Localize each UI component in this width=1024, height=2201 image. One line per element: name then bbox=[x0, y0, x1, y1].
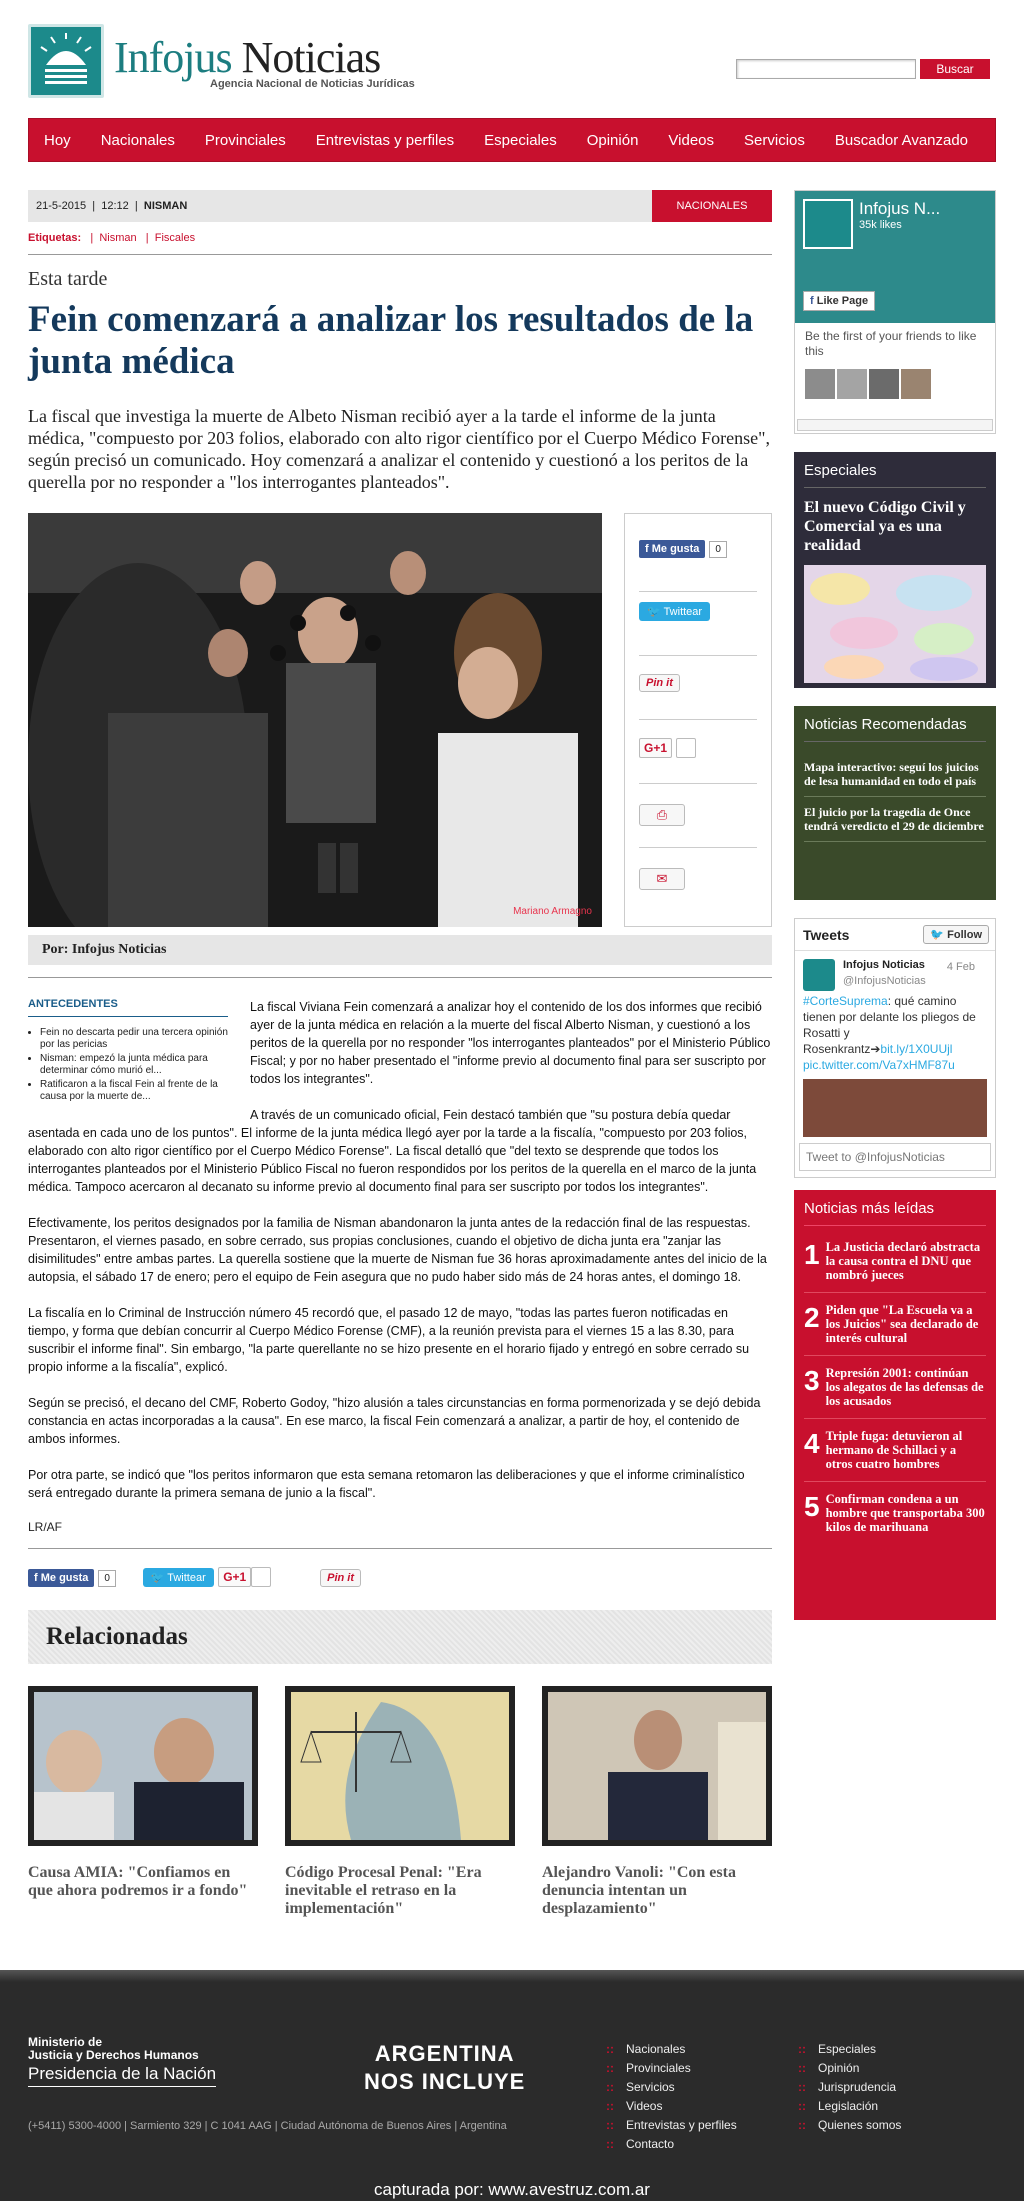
body-paragraph: Según se precisó, el decano del CMF, Roberto Godoy, "hizo alusión a tales circunstancias en forma pormenorizada y se dejó debida constancia en actas incorporadas a la causa". En ese marco, la fiscal Fein comenzará a analizar, a partir de hoy, el contenido de ambos informes. bbox=[28, 1396, 761, 1446]
rank-number: 5 bbox=[804, 1491, 820, 1522]
antecedentes-box bbox=[28, 998, 228, 1105]
google-plus-count bbox=[251, 1567, 271, 1587]
tweet-image[interactable] bbox=[803, 1079, 987, 1137]
tweet-handle[interactable]: @InfojusNoticias bbox=[843, 975, 926, 987]
mas-leida-title[interactable]: Confirman condena a un hombre que transportaba 300 kilos de marihuana bbox=[825, 1492, 985, 1534]
mas-leida-item[interactable] bbox=[804, 1230, 986, 1293]
recomendadas-heading: Noticias Recomendadas bbox=[804, 716, 986, 742]
ministerio-line2: Justicia y Derechos Humanos bbox=[28, 2048, 199, 2062]
rank-number: 3 bbox=[804, 1365, 820, 1396]
follow-label: Follow bbox=[947, 929, 982, 941]
footer-link[interactable]: :: Legislación bbox=[798, 2099, 901, 2113]
especiales-image[interactable] bbox=[804, 565, 986, 683]
tweet-body: : qué camino tienen por delante los pliegos de Rosatti y Rosenkrantz➔ bbox=[803, 994, 976, 1056]
related-title[interactable]: Causa AMIA: "Confiamos en que ahora podremos ir a fondo" bbox=[28, 1864, 248, 1899]
bottom-share-bar bbox=[28, 1548, 772, 1588]
print-icon[interactable]: ⎙ bbox=[639, 804, 685, 826]
related-image[interactable] bbox=[28, 1686, 258, 1846]
presidencia-logo[interactable]: Presidencia de la Nación bbox=[28, 2064, 216, 2087]
especiales-heading: Especiales bbox=[804, 462, 986, 488]
footer-link[interactable]: :: Entrevistas y perfiles bbox=[606, 2118, 737, 2132]
related-item[interactable] bbox=[28, 1686, 258, 1918]
especiales-link[interactable]: El nuevo Código Civil y Comercial ya es una realidad bbox=[804, 499, 966, 554]
antecedente-link[interactable]: • Fein no descarta pedir una tercera opinión por las pericias bbox=[40, 1027, 228, 1051]
mas-leida-title[interactable]: Represión 2001: continúan los alegatos de las defensas de los acusados bbox=[825, 1366, 984, 1408]
facebook-faces bbox=[795, 369, 995, 399]
twitter-share-button[interactable] bbox=[639, 602, 710, 621]
antecedente-link[interactable]: • Nisman: empezó la junta médica para determinar cómo murió el... bbox=[40, 1053, 228, 1077]
recomendada-link[interactable]: El juicio por la tragedia de Once tendrá veredicto el 29 de diciembre bbox=[804, 797, 986, 842]
footer-link[interactable]: :: Nacionales bbox=[606, 2042, 737, 2056]
related-image[interactable] bbox=[285, 1686, 515, 1846]
tw-share-label: Twittear bbox=[663, 606, 703, 618]
nav-item-nacionales[interactable]: Nacionales bbox=[100, 131, 175, 149]
share-panel bbox=[624, 513, 772, 927]
footer-link[interactable]: :: Opinión bbox=[798, 2061, 901, 2075]
facebook-page-likes: 35k likes bbox=[859, 219, 902, 231]
argentina-line1: ARGENTINA bbox=[374, 2041, 515, 2066]
article-title: Fein comenzará a analizar los resultados de la junta médica bbox=[28, 299, 754, 382]
related-item[interactable] bbox=[285, 1686, 515, 1918]
avatar[interactable] bbox=[805, 369, 835, 399]
mas-leida-item[interactable] bbox=[804, 1419, 986, 1482]
recomendada-link[interactable]: Mapa interactivo: seguí los juicios de lesa humanidad en todo el país bbox=[804, 752, 986, 797]
rank-number: 1 bbox=[804, 1239, 820, 1270]
tweet-user[interactable]: Infojus Noticias bbox=[843, 959, 925, 971]
tags-row: Etiquetas: | Nisman | Fiscales bbox=[28, 232, 772, 255]
body-paragraph: La fiscalía en lo Criminal de Instrucción número 45 recordó que, el pasado 12 de mayo, "todas las partes fueron notificadas en tiempo, y forma que debían concurrir al Cuerpo Médico Forense (CMF), a la reunión prevista para el viernes 15 a las 8.30, para suscribir el informe final". Sin embargo, "la parte querellante no se hizo presente en el horario fijado y entregó en sobre cerrado su propio informe a la fiscalía", explicó. bbox=[28, 1306, 750, 1374]
rank-number: 4 bbox=[804, 1428, 820, 1459]
nav-item-entrevistas[interactable]: Entrevistas y perfiles bbox=[315, 131, 455, 149]
facebook-page-avatar[interactable] bbox=[803, 199, 853, 249]
article-author: Por: Infojus Noticias bbox=[28, 935, 772, 965]
article-photo bbox=[28, 513, 602, 927]
footer-link[interactable]: :: Especiales bbox=[798, 2042, 901, 2056]
capture-watermark: capturada por: www.avestruz.com.ar bbox=[374, 2180, 650, 2199]
recomendadas-box bbox=[794, 706, 996, 900]
related-title[interactable]: Código Procesal Penal: "Era inevitable el retraso en la implementación" bbox=[285, 1864, 482, 1917]
article-kicker: Esta tarde bbox=[28, 268, 108, 290]
site-header bbox=[28, 24, 996, 104]
rank-number: 2 bbox=[804, 1302, 820, 1333]
ministerio-line1: Ministerio de bbox=[28, 2035, 103, 2049]
facebook-icon: f bbox=[34, 1572, 38, 1584]
antecedente-link[interactable]: • Ratificaron a la fiscal Fein al frente de la causa por la muerte de... bbox=[40, 1079, 228, 1103]
facebook-like-button[interactable] bbox=[639, 540, 705, 558]
ministerio-logo[interactable] bbox=[28, 2036, 199, 2062]
nav-item-especiales[interactable]: Especiales bbox=[484, 131, 557, 149]
search-button[interactable]: Buscar bbox=[920, 59, 990, 79]
nav-item-opinion[interactable]: Opinión bbox=[586, 131, 639, 149]
tweet bbox=[795, 951, 995, 1137]
tweet-link[interactable]: pic.twitter.com/Va7xHMF87u bbox=[803, 1058, 955, 1072]
google-plus-button[interactable]: G+1 bbox=[639, 738, 672, 758]
mas-leida-item[interactable] bbox=[804, 1482, 986, 1544]
twitter-widget bbox=[794, 918, 996, 1178]
footer-link[interactable]: :: Jurisprudencia bbox=[798, 2080, 901, 2094]
google-plus-button[interactable]: G+1 bbox=[218, 1567, 251, 1587]
related-heading: Relacionadas bbox=[28, 1610, 772, 1664]
tw-share-label: Twittear bbox=[167, 1572, 206, 1584]
related-grid bbox=[28, 1686, 772, 1918]
antecedentes-title: ANTECEDENTES bbox=[28, 998, 228, 1017]
footer-link[interactable]: :: Servicios bbox=[606, 2080, 737, 2094]
twitter-icon: 🐦 bbox=[647, 606, 661, 618]
tweet-hashtag[interactable]: #CorteSuprema bbox=[803, 994, 888, 1008]
tag-link[interactable]: Nisman bbox=[99, 232, 137, 244]
argentina-line2: NOS INCLUYE bbox=[364, 2069, 526, 2094]
article-column bbox=[28, 190, 772, 1918]
footer-links-col1 bbox=[606, 2042, 737, 2156]
footer-address: (+5411) 5300-4000 | Sarmiento 329 | C 1041 AAG | Ciudad Autónoma de Buenos Aires | Argentina bbox=[28, 2120, 507, 2132]
facebook-icon: f bbox=[645, 543, 649, 555]
twitter-follow-button[interactable] bbox=[923, 925, 989, 944]
facebook-widget bbox=[794, 190, 996, 434]
avatar[interactable] bbox=[901, 369, 931, 399]
twitter-share-button[interactable] bbox=[143, 1568, 214, 1587]
article-topic[interactable]: NISMAN bbox=[143, 200, 188, 212]
mas-leida-item[interactable] bbox=[804, 1356, 986, 1419]
section-badge[interactable]: NACIONALES bbox=[652, 190, 772, 222]
tweet-to-input[interactable]: Tweet to @InfojusNoticias bbox=[799, 1143, 991, 1171]
facebook-icon: f bbox=[810, 295, 814, 307]
pinterest-button[interactable]: Pin it bbox=[320, 1569, 361, 1587]
footer-link[interactable]: :: Provinciales bbox=[606, 2061, 737, 2075]
body-paragraph: La fiscal Viviana Fein comenzará a analizar hoy el contenido de los dos informes que recibió ayer de la junta médica en relación a la muerte del fiscal Alberto Nisman, y cuestionó a los peritos de la querella por no responder "los interrogantes planteados" por el Ministerio Público Fiscal; y por no haber presentado el "informe previo al documento final para ser suscripto por todos los integrantes". bbox=[250, 1000, 771, 1086]
tweet-text bbox=[803, 993, 987, 1073]
footer-link[interactable]: :: Videos bbox=[606, 2099, 737, 2113]
search-input[interactable] bbox=[736, 59, 916, 79]
google-plus-count bbox=[676, 738, 696, 758]
body-paragraph: Efectivamente, los peritos designados por la familia de Nisman abandonaron la junta antes de la redacción final de las respuestas. Presentaron, el viernes pasado, en sobre cerrado, sus propias conclusiones, cuando el objetivo de dicha junta era "zanjar las disimilitudes" entre ambas partes. La querella sostiene que la muerte de Nisman fue 36 horas aproximadamente antes del inicio de la autopsia, el sábado 17 de enero; pero el equipo de Fein asegura que no pudo haber sido más de 24 horas antes, el domingo 18. bbox=[28, 1216, 767, 1284]
tweets-header bbox=[795, 919, 995, 951]
twitter-icon: 🐦 bbox=[930, 929, 945, 941]
body-paragraph: A través de un comunicado oficial, Fein destacó también que "su postura debía quedar asentada en cada uno de los puntos". El informe de la junta médica llegó ayer por la tarde a la fiscalía, "compuesto por 203 folios, elaborado con alto rigor científico por el Cuerpo Médico Forense". La fiscal detalló que "del texto se desprende que todos los interrogantes planteados por el Ministerio Público Fiscal no fueron respondidos por los peritos de la querella en el marco de la junta médica. Tampoco acercaron al decanato su informe previo al documento final para ser suscripto por todos los integrantes". bbox=[28, 1108, 757, 1194]
tweet-date[interactable]: 4 Feb bbox=[946, 961, 975, 973]
article-meta-bar: 21-5-2015 | 12:12 | NISMAN NACIONALES bbox=[28, 190, 772, 222]
article-date: 21-5-2015 bbox=[36, 200, 87, 212]
mas-leida-title[interactable]: La Justicia declaró abstracta la causa contra el DNU que nombró jueces bbox=[825, 1240, 981, 1282]
facebook-like-page-button[interactable] bbox=[803, 291, 875, 311]
like-page-label: Like Page bbox=[816, 295, 869, 307]
site-footer bbox=[0, 1970, 1024, 2201]
fb-like-count: 0 bbox=[98, 1570, 116, 1587]
photo-area bbox=[28, 513, 772, 927]
email-icon[interactable]: ✉ bbox=[639, 868, 685, 890]
nav-item-servicios[interactable]: Servicios bbox=[744, 131, 805, 149]
fb-like-label: Me gusta bbox=[651, 543, 700, 555]
article-signature: LR/AF bbox=[28, 1520, 63, 1534]
mas-leida-item[interactable] bbox=[804, 1293, 986, 1356]
logo-second: Noticias bbox=[241, 33, 381, 82]
avatar[interactable] bbox=[803, 959, 835, 991]
nav-item-hoy[interactable]: Hoy bbox=[44, 131, 71, 149]
photo-credit: Mariano Armagno bbox=[513, 906, 592, 917]
horizontal-scrollbar[interactable] bbox=[797, 419, 993, 431]
nav-item-buscador[interactable]: Buscador Avanzado bbox=[834, 131, 969, 149]
twitter-icon: 🐦 bbox=[150, 1572, 165, 1584]
related-image[interactable] bbox=[542, 1686, 772, 1846]
footer-link[interactable]: :: Quienes somos bbox=[798, 2118, 901, 2132]
logo-wordmark[interactable] bbox=[114, 32, 380, 83]
footer-link[interactable]: :: Contacto bbox=[606, 2137, 737, 2151]
facebook-like-button[interactable] bbox=[28, 1569, 94, 1587]
main-nav bbox=[28, 118, 996, 162]
fb-like-label: Me gusta bbox=[40, 1572, 89, 1584]
mas-leida-title[interactable]: Triple fuga: detuvieron al hermano de Schillaci y a otros cuatro hombres bbox=[825, 1429, 963, 1471]
pinterest-button[interactable]: Pin it bbox=[639, 674, 680, 692]
nav-item-provinciales[interactable]: Provinciales bbox=[204, 131, 286, 149]
related-item[interactable] bbox=[542, 1686, 772, 1918]
article-time: 12:12 bbox=[101, 200, 129, 212]
tags-label: Etiquetas: bbox=[28, 232, 82, 244]
logo-main: Infojus bbox=[114, 33, 232, 82]
article-lead: La fiscal que investiga la muerte de Albeto Nisman recibió ayer a la tarde el informe de la junta médica, "compuesto por 203 folios, elaborado con alto rigor científico por el Cuerpo Médico Forense", según precisó un comunicado. Hoy comenzará a analizar el contenido y cuestionó a los peritos de la querella por no responder a "los interrogantes planteados". bbox=[28, 406, 770, 492]
fb-like-count: 0 bbox=[709, 541, 727, 558]
nav-item-videos[interactable]: Videos bbox=[668, 131, 715, 149]
logo-subtitle: Agencia Nacional de Noticias Jurídicas bbox=[210, 78, 415, 90]
facebook-friends-text: Be the first of your friends to like this bbox=[805, 329, 977, 358]
body-paragraph: Por otra parte, se indicó que "los peritos informaron que esta semana retomaron las deliberaciones y que el informe criminalístico será entregado durante la primera semana de junio a la fiscal". bbox=[28, 1468, 745, 1500]
facebook-cover bbox=[795, 191, 995, 323]
avatar[interactable] bbox=[837, 369, 867, 399]
avatar[interactable] bbox=[869, 369, 899, 399]
especiales-box bbox=[794, 452, 996, 688]
article-body bbox=[28, 977, 772, 1534]
tweets-title: Tweets bbox=[803, 927, 850, 943]
tag-link[interactable]: Fiscales bbox=[154, 232, 196, 244]
logo-icon[interactable] bbox=[28, 24, 104, 98]
mas-leida-title[interactable]: Piden que "La Escuela va a los Juicios" sea declarado de interés cultural bbox=[825, 1303, 979, 1345]
facebook-page-name[interactable]: Infojus N... bbox=[859, 199, 941, 218]
argentina-logo[interactable] bbox=[364, 2040, 525, 2096]
mas-leidas-box bbox=[794, 1190, 996, 1620]
related-title[interactable]: Alejandro Vanoli: "Con esta denuncia intentan un desplazamiento" bbox=[542, 1864, 736, 1917]
tweet-link[interactable]: bit.ly/1X0UUjl bbox=[880, 1042, 953, 1056]
mas-leidas-heading: Noticias más leídas bbox=[804, 1200, 986, 1226]
sidebar bbox=[794, 190, 996, 1620]
footer-links-col2 bbox=[798, 2042, 901, 2137]
